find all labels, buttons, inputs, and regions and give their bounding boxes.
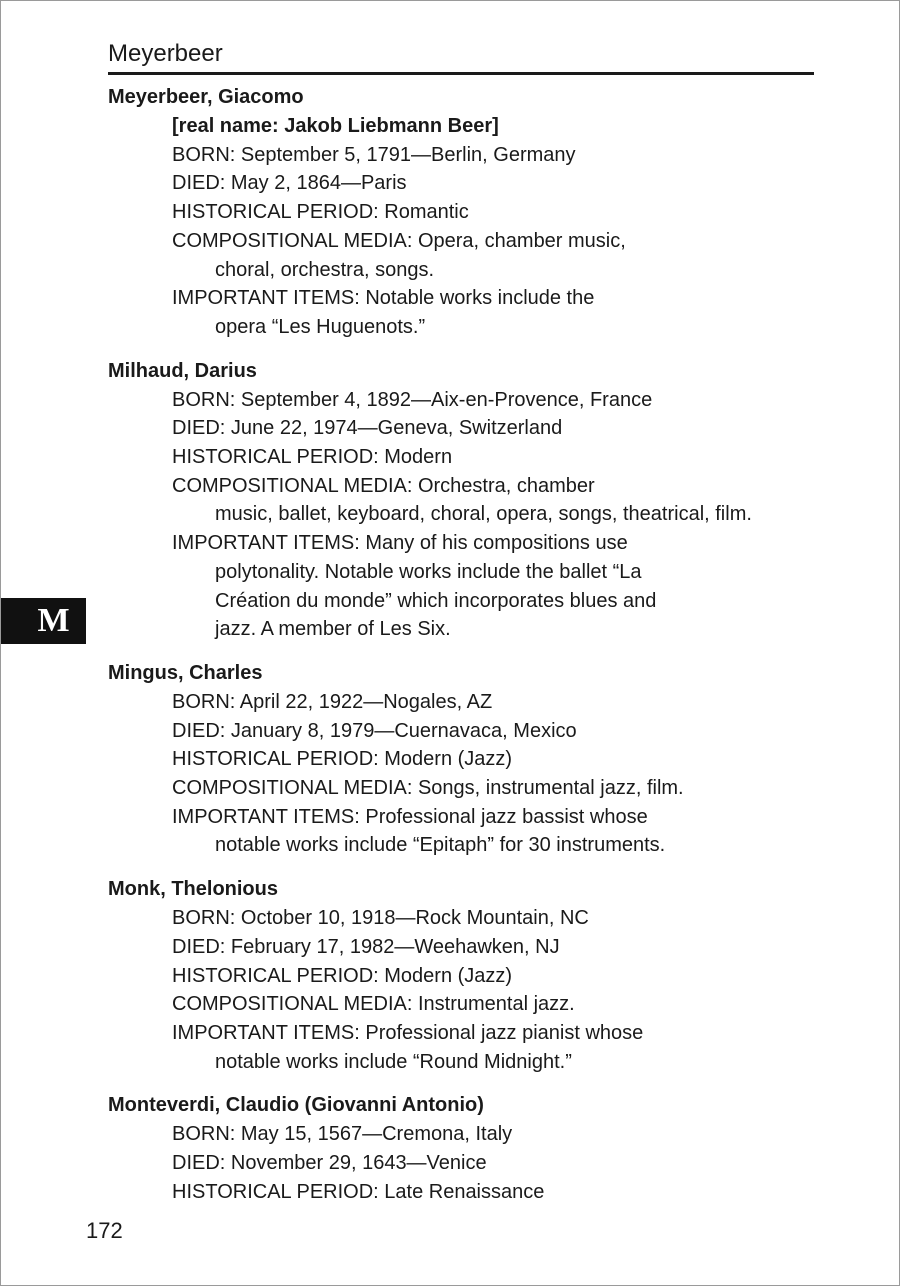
entry-line: COMPOSITIONAL MEDIA: Songs, instrumental jazz, film.: [172, 777, 684, 800]
entry-line-continuation: opera “Les Huguenots.”: [215, 315, 426, 338]
entry-line: BORN: September 4, 1892—Aix-en-Provence, France: [172, 388, 653, 411]
entry-line: DIED: November 29, 1643—Venice: [172, 1152, 487, 1175]
entry-line: HISTORICAL PERIOD: Romantic: [172, 201, 469, 224]
entry-line-continuation: choral, orchestra, songs.: [215, 258, 434, 281]
entry-line-continuation: notable works include “Round Midnight.”: [215, 1050, 572, 1073]
entry-line: BORN: October 10, 1918—Rock Mountain, NC: [172, 907, 589, 930]
entry-line: HISTORICAL PERIOD: Modern (Jazz): [172, 748, 513, 771]
entry-line: BORN: May 15, 1567—Cremona, Italy: [172, 1123, 513, 1146]
entry: [108, 659, 848, 860]
entry-line: COMPOSITIONAL MEDIA: Instrumental jazz.: [172, 993, 575, 1016]
entry-line-continuation: notable works include “Epitaph” for 30 instruments.: [215, 834, 666, 857]
entry-line: HISTORICAL PERIOD: Late Renaissance: [172, 1180, 545, 1203]
entry-line: DIED: June 22, 1974—Geneva, Switzerland: [172, 417, 563, 440]
entry-line: COMPOSITIONAL MEDIA: Orchestra, chamber: [172, 474, 595, 497]
entry-line: DIED: January 8, 1979—Cuernavaca, Mexico: [172, 719, 577, 742]
entry-line: BORN: April 22, 1922—Nogales, AZ: [172, 690, 493, 713]
entry-line-continuation: polytonality. Notable works include the ballet “La: [215, 560, 642, 583]
entry-line: [real name: Jakob Liebmann Beer]: [172, 115, 499, 137]
entry-name: Meyerbeer, Giacomo: [108, 86, 304, 108]
entry-line: BORN: September 5, 1791—Berlin, Germany: [172, 143, 576, 166]
entry-line: IMPORTANT ITEMS: Professional jazz pianist whose: [172, 1021, 644, 1044]
entry-line: HISTORICAL PERIOD: Modern (Jazz): [172, 964, 513, 987]
entry-line: IMPORTANT ITEMS: Notable works include the: [172, 287, 595, 310]
entry-name: Mingus, Charles: [108, 661, 263, 684]
entry-line: COMPOSITIONAL MEDIA: Opera, chamber music,: [172, 229, 626, 252]
running-head: Meyerbeer: [108, 40, 223, 67]
entry: [108, 83, 848, 342]
entry-name: Monteverdi, Claudio (Giovanni Antonio): [108, 1094, 484, 1117]
thumb-tab: [1, 598, 86, 644]
entry: [108, 875, 848, 1076]
entry-line: IMPORTANT ITEMS: Professional jazz bassist whose: [172, 805, 648, 828]
entry-line: HISTORICAL PERIOD: Modern: [172, 446, 453, 469]
entry-line: IMPORTANT ITEMS: Many of his compositions use: [172, 532, 628, 555]
thumb-tab-letter: M: [37, 602, 70, 639]
entry-line-continuation: jazz. A member of Les Six.: [215, 618, 451, 641]
entry-line: DIED: February 17, 1982—Weehawken, NJ: [172, 935, 560, 958]
entry-name: Milhaud, Darius: [108, 359, 257, 382]
page-number: 172: [86, 1218, 123, 1243]
entry-name: Monk, Thelonious: [108, 878, 278, 901]
entry-line-continuation: music, ballet, keyboard, choral, opera, songs, theatrical, film.: [215, 503, 752, 526]
entry-line-continuation: Création du monde” which incorporates blues and: [215, 589, 657, 612]
header-rule: [108, 72, 814, 75]
entry: [108, 357, 848, 644]
entries-list: [108, 83, 848, 1222]
entry-line: DIED: May 2, 1864—Paris: [172, 172, 407, 195]
entry: [108, 1091, 848, 1206]
